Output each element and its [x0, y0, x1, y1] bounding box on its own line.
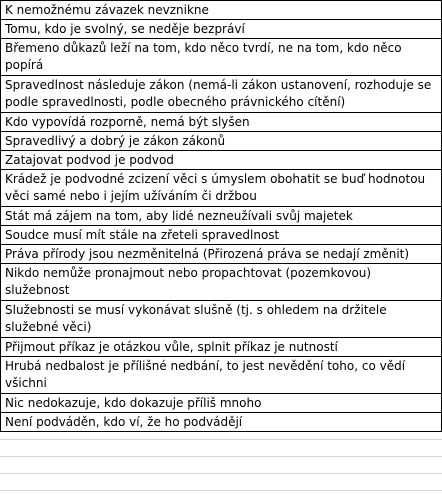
cell[interactable]: Zatajovat podvod je podvod	[1, 151, 442, 170]
cell[interactable]: Služebnosti se musí vykonávat slušně (tj. s ohledem na držitele služebné věci)	[1, 301, 442, 338]
cell[interactable]: Spravedlnost následuje zákon (nemá-li zákon ustanovení, rozhoduje se podle spravedlnosti, podle obecného právnického cítění)	[1, 76, 442, 113]
table-row	[1, 226, 442, 245]
table-row	[1, 151, 442, 170]
cell[interactable]: Není podváděn, kdo ví, že ho podvádějí	[1, 413, 442, 432]
table-row	[1, 1, 442, 20]
cell[interactable]: Spravedlivý a dobrý je zákon zákonů	[1, 132, 442, 151]
table-row	[1, 301, 442, 338]
table-row	[1, 207, 442, 226]
cell[interactable]: Přijmout příkaz je otázkou vůle, splnit příkaz je nutností	[1, 338, 442, 357]
cell[interactable]: Práva přírody jsou nezměnitelná (Přirozená práva se nedají změnit)	[1, 245, 442, 264]
table-row	[1, 113, 442, 132]
empty-row[interactable]	[0, 440, 442, 457]
table-row	[1, 39, 442, 76]
cell[interactable]: K nemožnému závazek nevznikne	[1, 1, 442, 20]
cell[interactable]: Stát má zájem na tom, aby lidé nezneužívali svůj majetek	[1, 207, 442, 226]
empty-grid-area	[0, 423, 442, 494]
table-row	[1, 394, 442, 413]
table-row	[1, 338, 442, 357]
cell[interactable]: Nikdo nemůže pronajmout nebo propachtovat (pozemkovou) služebnost	[1, 264, 442, 301]
cell[interactable]: Soudce musí mít stále na zřeteli spravedlnost	[1, 226, 442, 245]
empty-row[interactable]	[0, 474, 442, 491]
table-row	[1, 170, 442, 207]
cell[interactable]: Tomu, kdo je svolný, se neděje bezpráví	[1, 20, 442, 39]
table-row	[1, 132, 442, 151]
empty-row[interactable]	[0, 457, 442, 474]
cell[interactable]: Břemeno důkazů leží na tom, kdo něco tvrdí, ne na tom, kdo něco popírá	[1, 39, 442, 76]
table-row	[1, 357, 442, 394]
cell[interactable]: Krádež je podvodné zcizení věci s úmyslem obohatit se buď hodnotou věci samé nebo i jejím užíváním či držbou	[1, 170, 442, 207]
table-row	[1, 264, 442, 301]
table-row	[1, 245, 442, 264]
cell[interactable]: Kdo vypovídá rozporně, nemá být slyšen	[1, 113, 442, 132]
table-row	[1, 76, 442, 113]
cell[interactable]: Nic nedokazuje, kdo dokazuje příliš mnoho	[1, 394, 442, 413]
table-row	[1, 20, 442, 39]
cell[interactable]: Hrubá nedbalost je přílišné nedbání, to jest nevědění toho, co vědí všichni	[1, 357, 442, 394]
empty-row[interactable]	[0, 423, 442, 440]
